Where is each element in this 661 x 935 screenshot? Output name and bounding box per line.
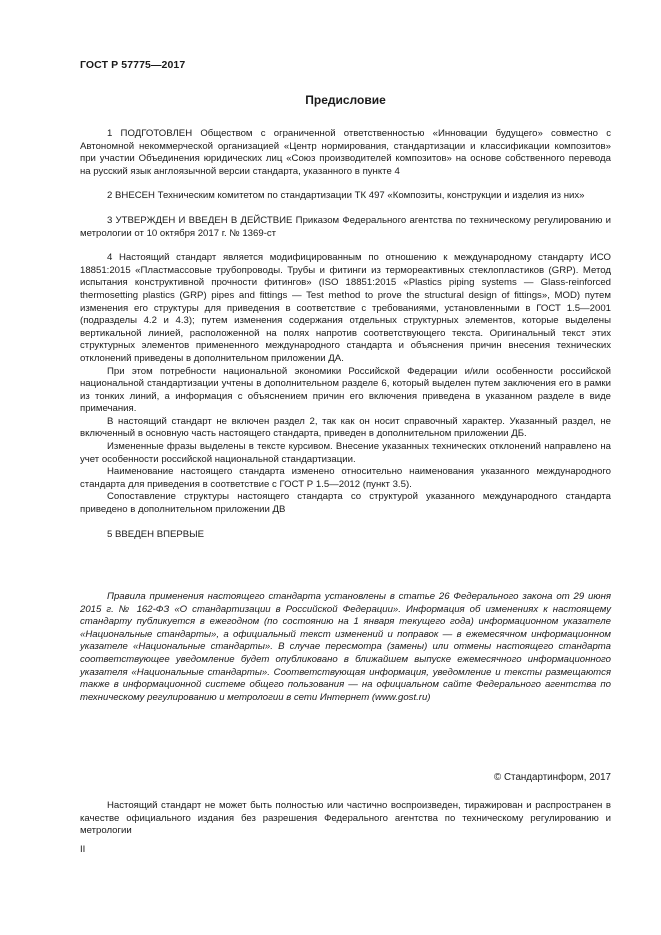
- reproduction-notice: [80, 800, 611, 838]
- copyright: © Стандартинформ, 2017: [494, 772, 611, 783]
- paragraph-italic-changes: Измененные фразы выделены в тексте курсивом. Внесение указанных технических отклонений направлено на учет особенности российской национальной стандартизации.: [80, 441, 611, 465]
- paragraph-section-excluded: В настоящий стандарт не включен раздел 2, так как он носит справочный характер. Указанный раздел, не включенный в основную часть настоящего стандарта, приведен в дополнительном приложении ДБ.: [80, 415, 611, 440]
- page-number: II: [80, 844, 86, 855]
- paragraph-title-changed: Наименование настоящего стандарта изменено относительно наименования указанного международного стандарта для приведения в соответствие с ГОСТ Р 1.5—2012 (пункт 3.5).: [80, 466, 611, 490]
- paragraph-structure-comparison: Сопоставление структуры настоящего стандарта со структурой указанного международного стандарта приведено в дополнительном приложении ДВ: [80, 491, 611, 516]
- page-title: Предисловие: [305, 93, 386, 107]
- paragraph-introduced-first: 5 ВВЕДЕН ВПЕРВЫЕ: [107, 528, 205, 540]
- paragraph-prepared: 1 ПОДГОТОВЛЕН Обществом с ограниченной ответственностью «Инновации будущего» совместно с Автономной некоммерческой организацией «Центр нормирования, стандартизации и классификации композитов» при участии Объединения юридических лиц «Союз производителей композитов» на основе собственного перевода на русский язык англоязычной версии стандарта, указанного в пункте 4: [80, 128, 611, 177]
- paragraph-modified: 4 Настоящий стандарт является модифицированным по отношению к международному стандарту ИСО 18851:2015 «Пластмассовые трубопроводы. Трубы и фитинги из термореактивных стеклопластиков (GRP). Метод испытания конструктивной прочности фитингов» (ISO 18851:2015 «Plastics piping systems — Glass-reinforced thermosetting plastics (GRP) pipes and fittings — Test method to prove the structural design of fittings», MOD) путем изменения его структуры для приведения в соответствие с требованиями, установленными в ГОСТ 1.5—2001 (подразделы 4.2 и 4.3); путем изменения содержания отдельных структурных элементов, которые выделены вертикальной линией, расположенной на полях напротив соответствующего текста. Оригинальный текст этих структурных элементов примененного международного стандарта и объяснения причин внесения технических отклонений приведены в дополнительном приложении ДА.: [80, 252, 611, 364]
- reproduction-text: Настоящий стандарт не может быть полностью или частично воспроизведен, тиражирован и распространен в качестве официального издания без разрешения Федерального агентства по техническому регулированию и метрологии: [80, 800, 611, 837]
- usage-notice: [80, 591, 611, 704]
- paragraph-introduced: 2 ВНЕСЕН Техническим комитетом по стандартизации ТК 497 «Композиты, конструкции и изделия из них»: [107, 190, 585, 202]
- paragraph-approved: 3 УТВЕРЖДЕН И ВВЕДЕН В ДЕЙСТВИЕ Приказом Федерального агентства по техническому регулированию и метрологии от 10 октября 2017 г. № 1369-ст: [80, 214, 611, 239]
- usage-notice-text: Правила применения настоящего стандарта установлены в статье 26 Федерального закона от 29 июня 2015 г. № 162-ФЗ «О стандартизации в Российской Федерации». Информация об изменениях к настоящему стандарту публикуется в ежегодном (по состоянию на 1 января текущего года) информационном указателе «Национальные стандарты», а официальный текст изменений и поправок — в ежемесячном информационном указателе «Национальные стандарты». В случае пересмотра (замены) или отмены настоящего стандарта соответствующее уведомление будет опубликовано в ближайшем выпуске ежемесячного информационного указателя «Национальные стандарты». Соответствующая информация, уведомление и тексты размещаются также в информационной системе общего пользования — на официальном сайте Федерального агентства по техническому регулированию и метрологии в сети Интернет (www.gost.ru): [80, 591, 611, 703]
- foreword-body: [80, 128, 611, 541]
- paragraph-national-needs: При этом потребности национальной экономики Российской Федерации и/или особенности российской национальной стандартизации учтены в дополнительном разделе 6, который выделен путем заключения его в рамки из тонких линий, а информация с объяснением причин его включения приведена в указанном разделе в виде примечания.: [80, 365, 611, 415]
- document-code: ГОСТ Р 57775—2017: [80, 59, 186, 71]
